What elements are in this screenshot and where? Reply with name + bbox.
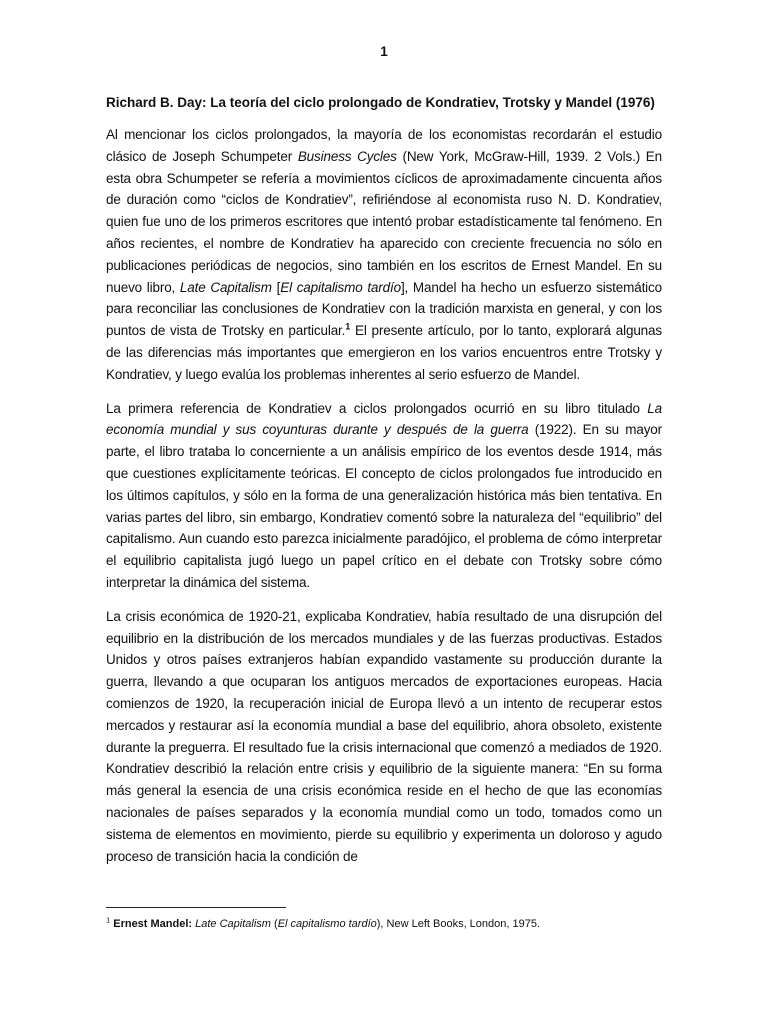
footnote-number: 1 (106, 915, 111, 925)
book-title-el-capitalismo-tardio: El capitalismo tardío (280, 279, 401, 295)
text-run: ( (270, 918, 278, 930)
document-body (106, 124, 662, 879)
book-title-business-cycles: Business Cycles (297, 148, 397, 164)
text-run: El presente artículo, por lo tanto, explorará algunas de las diferencias más importantes que emergieron en los varios encuentros entre Trotsky y Kondratiev, y luego evalúa los problemas inherentes al serio esfuerzo de Mandel. (106, 323, 662, 382)
footnote-book-title: Late Capitalism (195, 918, 271, 930)
text-run: Al mencionar los ciclos prolongados, la mayoría de los economistas recordarán el estudio clásico de Joseph Schumpeter (106, 127, 662, 164)
paragraph-2 (106, 398, 662, 594)
document-title: Richard B. Day: La teoría del ciclo prolongado de Kondratiev, Trotsky y Mandel (1976) (106, 95, 655, 110)
page-number: 1 (380, 44, 388, 59)
book-title-la-economia-mundial: La economía mundial y sus coyunturas durante y después de la guerra (106, 400, 662, 438)
text-run: ], Mandel ha hecho un esfuerzo sistemático para reconciliar las conclusiones de Kondratiev con la tradición marxista en general, y con los puntos de vista de Trotsky en particular. (106, 279, 662, 339)
paragraph-1 (106, 124, 662, 386)
footnote-marker[interactable]: 1 (345, 321, 351, 332)
text-run: [ (271, 279, 281, 295)
footnote-separator (106, 907, 286, 908)
text-run: La primera referencia de Kondratiev a ciclos prolongados ocurrió en su libro titulado (106, 400, 648, 416)
footnote-author: Ernest Mandel: (110, 918, 196, 930)
footnote-book-title-es: El capitalismo tardío (277, 918, 377, 930)
paragraph-3 (106, 606, 662, 868)
text-run: (1922). En su mayor parte, el libro trataba lo concerniente a un análisis empírico de los eventos desde 1914, más que cuestiones explícitamente teóricas. El concepto de ciclos prolongados fue introducido en los últimos capítulos, y sólo en la forma de una generalización histórica más bien tentativa. En varias partes del libro, sin embargo, Kondratiev comentó sobre la naturaleza del “equilibrio” del capitalismo. Aun cuando esto parezca inicialmente paradójico, el problema de cómo interpretar el equilibrio capitalista jugó luego un papel crítico en el debate con Trotsky sobre cómo interpretar la dinámica del sistema. (106, 422, 662, 590)
footnote (106, 916, 662, 932)
text-run: (New York, McGraw-Hill, 1939. 2 Vols.) En esta obra Schumpeter se refería a movimientos cíclicos de aproximadamente cincuenta años de duración como “ciclos de Kondratiev”, refiriéndose al economista ruso N. D. Kondratiev, quien fue uno de los primeros escritores que intentó probar estadísticamente tal fenómeno. En años recientes, el nombre de Kondratiev ha aparecido con creciente frecuencia no sólo en publicaciones periódicas de negocios, sino también en los escritos de Ernest Mandel. En su nuevo libro, (106, 148, 662, 295)
footnote-publisher: ), New Left Books, London, 1975. (376, 918, 541, 930)
book-title-late-capitalism: Late Capitalism (179, 279, 272, 295)
text-run: La crisis económica de 1920-21, explicaba Kondratiev, había resultado de una disrupción del equilibrio en la distribución de los mercados mundiales y de las fuerzas productivas. Estados Unidos y otros países extranjeros habían expandido vastamente su producción durante la guerra, llevando a que ocuparan los antiguos mercados de exportaciones europeas. Hacia comienzos de 1920, la recuperación inicial de Europa llevó a un intento de recuperar estos mercados y restaurar así la economía mundial a base del equilibrio, ahora obsoleto, existente durante la preguerra. El resultado fue la crisis internacional que comenzó a mediados de 1920. Kondratiev describió la relación entre crisis y equilibrio de la siguiente manera: “En su forma más general la esencia de una crisis económica reside en el hecho de que las economías nacionales de países separados y la economía mundial como un todo, tomados como un sistema de elementos en movimiento, pierde su equilibrio y experimenta un doloroso y agudo proceso de transición hacia la condición de (106, 608, 662, 864)
